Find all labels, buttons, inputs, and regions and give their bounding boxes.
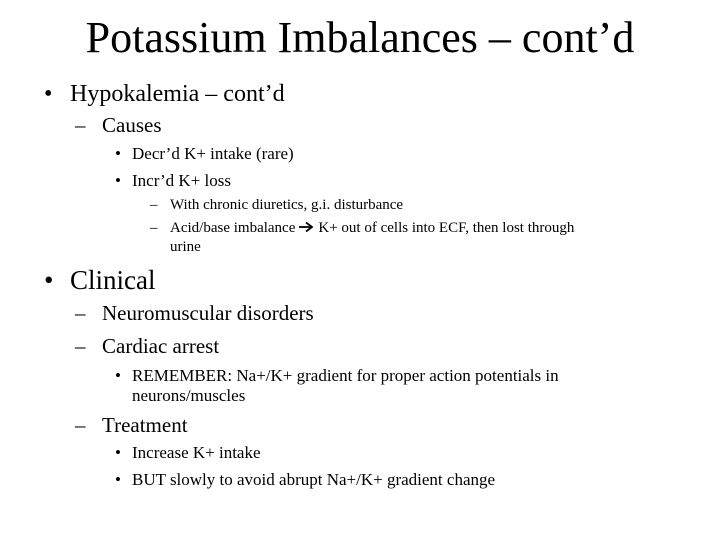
clinical-item: Cardiac arrest [102,334,220,358]
bullet-glyph: • [44,265,54,295]
bullet-clinical: Clinical [70,265,156,295]
clinical-item: Neuromuscular disorders [102,301,314,325]
loss-item-continuation: urine [170,239,201,255]
dash-glyph: – [75,301,86,325]
treatment-item: Increase K+ intake [132,443,261,462]
dash-glyph: – [75,413,86,437]
treatment-item: BUT slowly to avoid abrupt Na+/K+ gradient change [132,470,496,489]
bullet-glyph: • [44,81,53,107]
bullet-glyph: • [115,366,121,385]
dash-glyph: – [75,334,86,358]
bullet-glyph: • [115,470,121,489]
dash-glyph: – [75,113,86,137]
bullet-glyph: • [115,443,121,462]
subbullet-treatment: Treatment [102,413,188,437]
remember-note: REMEMBER: Na+/K+ gradient for proper action potentials in [132,366,559,385]
dash-glyph: – [150,197,158,213]
dash-glyph: – [150,220,158,236]
loss-item-before-arrow: Acid/base imbalance [170,220,296,236]
cause-item: Decr’d K+ intake (rare) [132,144,294,163]
subbullet-causes: Causes [102,113,162,137]
bullet-glyph: • [115,171,121,190]
right-arrow-icon [298,220,314,232]
loss-item: With chronic diuretics, g.i. disturbance [170,197,404,213]
slide-title: Potassium Imbalances – cont’d [85,13,635,62]
cause-item: Incr’d K+ loss [132,171,231,190]
bullet-glyph: • [115,144,121,163]
remember-note-continuation: neurons/muscles [132,386,246,405]
loss-item-after-arrow: K+ out of cells into ECF, then lost through [318,220,575,236]
bullet-hypokalemia: Hypokalemia – cont’d [70,81,285,107]
loss-item [170,219,574,238]
